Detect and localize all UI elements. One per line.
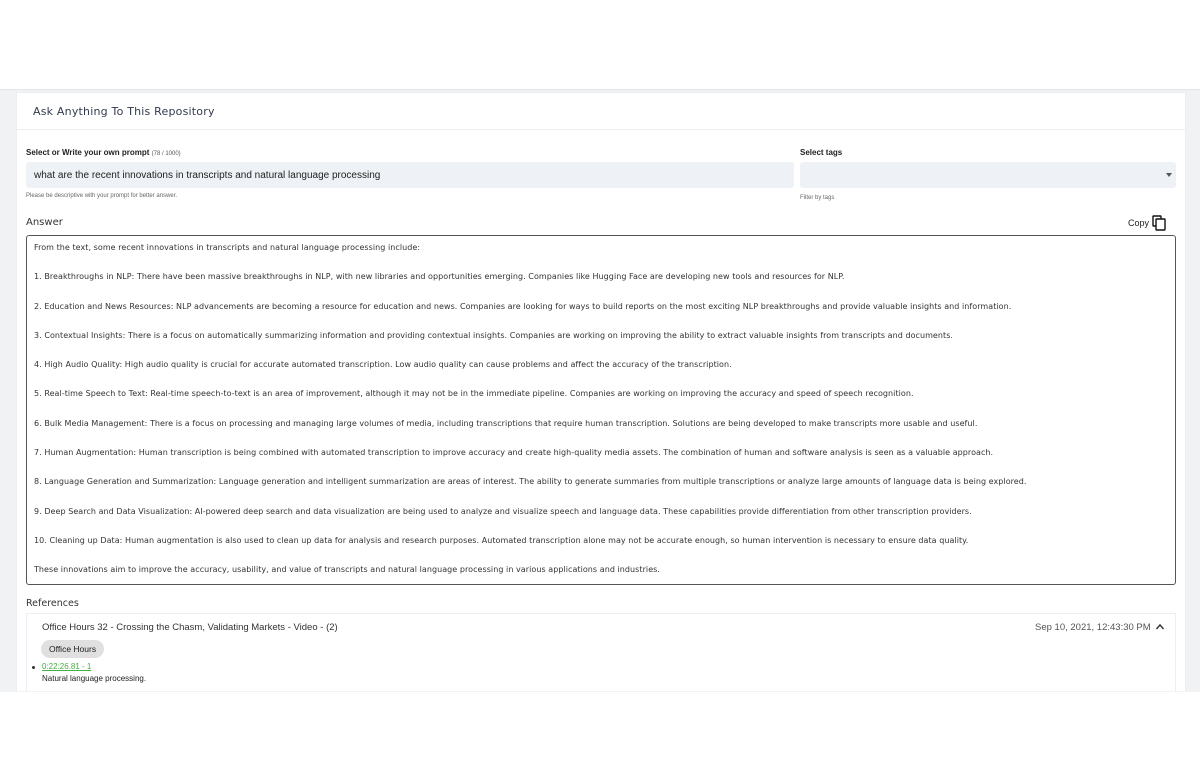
reference-item — [26, 613, 1176, 691]
answer-line: 2. Education and News Resources: NLP advancements are becoming a resource for education and news. Companies are looking for ways to build reports on the most exciting NLP breakthroughs and provide valuable insights and information. — [34, 301, 1012, 311]
answer-line: 3. Contextual Insights: There is a focus on automatically summarizing information and providing contextual insights. Companies are working on improving the ability to extract valuable insights from transcripts and documents. — [34, 330, 954, 340]
answer-line: 1. Breakthroughs in NLP: There have been massive breakthroughs in NLP, with new libraries and opportunities emerging. Companies like Hugging Face are developing new tools and resources for NLP. — [34, 272, 845, 282]
reference-snippet: Natural language processing. — [42, 674, 147, 683]
answer-line: 6. Bulk Media Management: There is a focus on processing and managing large volumes of media, including transcriptions that require human transcription. Solutions are being developed to make transcripts more usable and useful. — [34, 418, 978, 428]
answer-line: 4. High Audio Quality: High audio quality is crucial for accurate automated transcription. Low audio quality can cause problems and affect the accuracy of the transcription. — [34, 360, 732, 370]
tags-helper-text: Filter by tags — [800, 195, 835, 201]
prompt-label-text: Select or Write your own prompt — [26, 148, 150, 157]
chevron-up-icon[interactable] — [1155, 622, 1165, 632]
answer-label: Answer — [26, 217, 63, 228]
answer-line: 8. Language Generation and Summarization: Language generation and intelligent summarization are areas of interest. The ability to generate summaries from multiple transcriptions or analyze large amounts of language data is being explored. — [34, 477, 1027, 487]
prompt-input[interactable] — [26, 162, 794, 188]
card-header — [17, 93, 1185, 130]
copy-button-label: Copy — [1128, 218, 1150, 228]
tags-select[interactable] — [800, 162, 1176, 188]
top-whitespace — [0, 0, 1200, 89]
reference-tag-chip: Office Hours — [41, 640, 104, 658]
card-title: Ask Anything To This Repository — [33, 104, 215, 118]
answer-line: From the text, some recent innovations in transcripts and natural language processing include: — [34, 243, 421, 252]
tags-label: Select tags — [800, 148, 843, 157]
answer-textarea[interactable] — [26, 235, 1176, 585]
reference-title[interactable]: Office Hours 32 - Crossing the Chasm, Validating Markets - Video - (2) — [42, 622, 338, 633]
answer-line: 9. Deep Search and Data Visualization: AI-powered deep search and data visualization are being used to analyze and visualize speech and language data. These capabilities provide differentiation from other transcription providers. — [34, 506, 972, 516]
timestamp-link[interactable]: 0:22:26.81 - 1 — [42, 662, 92, 671]
prompt-char-counter: (78 / 1000) — [151, 151, 181, 157]
answer-line: 5. Real-time Speech to Text: Real-time speech-to-text is an area of improvement, although it may not be in the immediate pipeline. Companies are working on improving the accuracy and speed of speech recognition. — [34, 389, 914, 399]
copy-button[interactable] — [1128, 215, 1166, 231]
list-bullet — [32, 666, 35, 669]
prompt-helper-text: Please be descriptive with your prompt for better answer. — [26, 193, 178, 199]
reference-date: Sep 10, 2021, 12:43:30 PM — [1035, 622, 1151, 633]
copy-icon — [1152, 215, 1166, 231]
prompt-row — [26, 148, 1176, 204]
prompt-input-value: what are the recent innovations in transcripts and natural language processing — [34, 169, 381, 181]
ask-repository-card — [16, 92, 1186, 691]
caret-down-icon[interactable] — [1166, 173, 1172, 177]
answer-line: 7. Human Augmentation: Human transcription is being combined with automated transcription to improve accuracy and create high-quality media assets. The combination of human and software analysis is seen as a valuable approach. — [34, 448, 994, 458]
answer-line: 10. Cleaning up Data: Human augmentation is also used to clean up data for analysis and research purposes. Automated transcription alone may not be accurate enough, so human intervention is necessary to ensure data quality. — [34, 535, 969, 545]
prompt-label — [26, 148, 181, 157]
references-label: References — [26, 598, 79, 609]
answer-line: These innovations aim to improve the accuracy, usability, and value of transcripts and natural language processing in various applications and industries. — [34, 565, 660, 575]
